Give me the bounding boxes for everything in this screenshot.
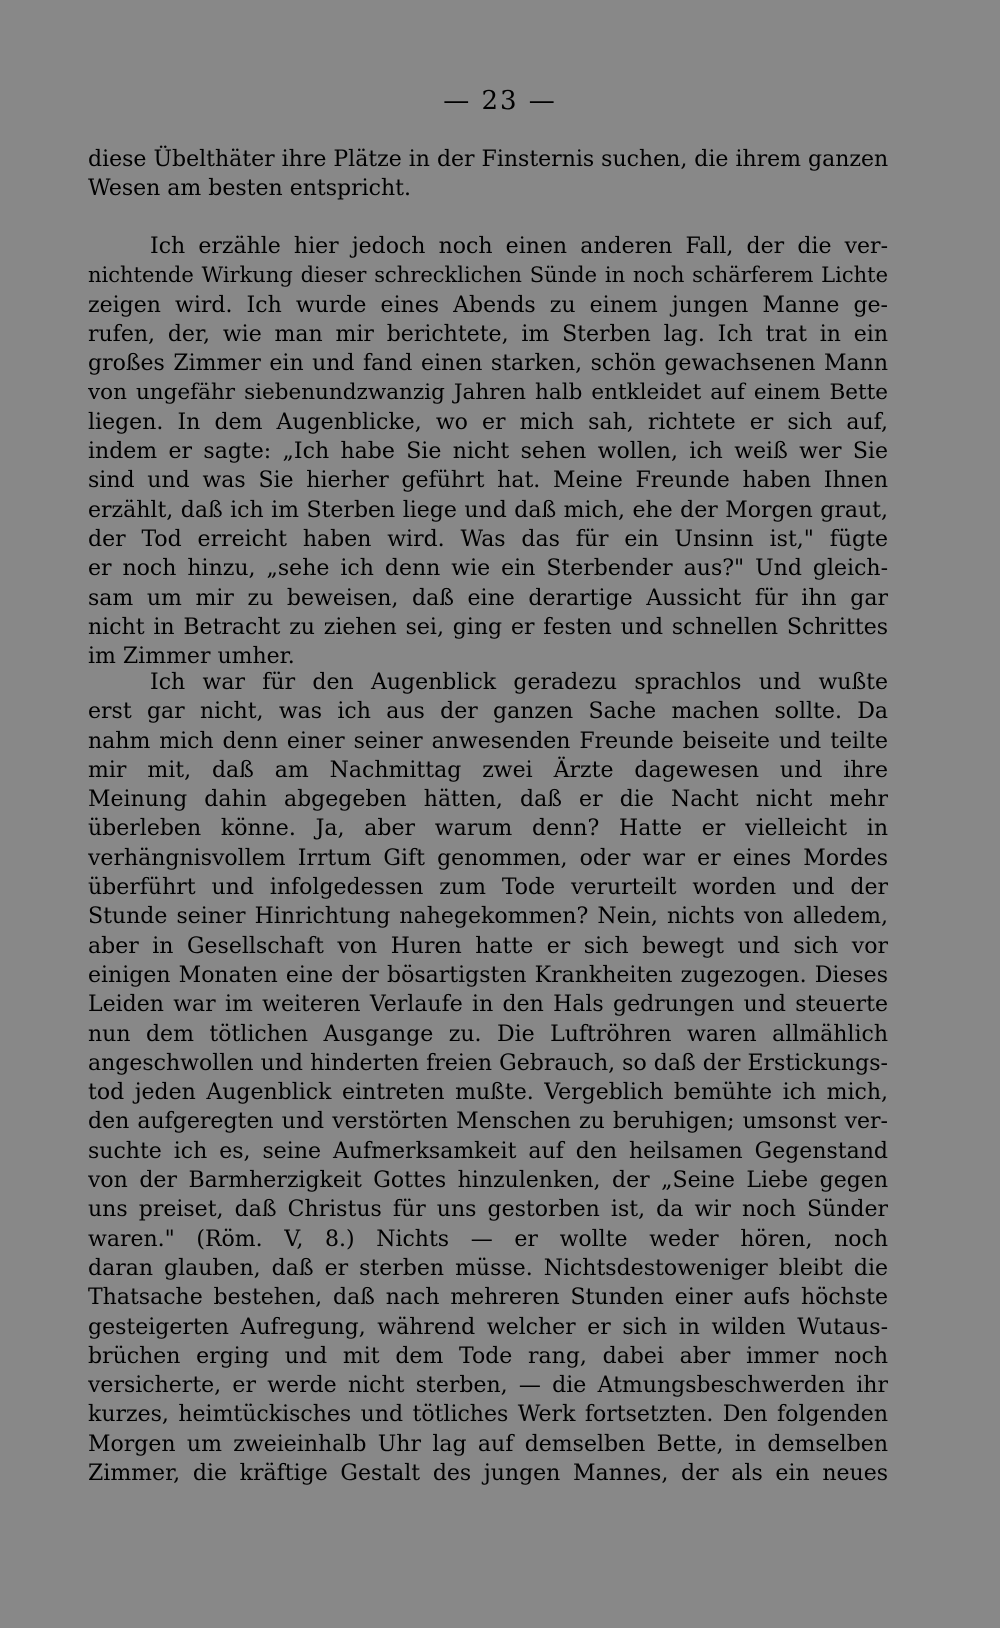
text-line: er noch hinzu, „sehe ich denn wie ein Sterbender aus?" Und gleich-	[88, 556, 888, 582]
text-line: Leiden war im weiteren Verlaufe in den Hals gedrungen und steuerte	[88, 992, 888, 1018]
text-line: versicherte, er werde nicht sterben, — die Atmungsbeschwerden ihr	[88, 1373, 888, 1399]
paragraph-2	[88, 232, 888, 671]
text-line: suchte ich es, seine Aufmerksamkeit auf den heilsamen Gegenstand	[88, 1138, 888, 1164]
text-line: angeschwollen und hinderten freien Gebrauch, so daß der Erstickungs-	[88, 1050, 888, 1076]
text-line: überführt und infolgedessen zum Tode verurteilt worden und der	[88, 875, 888, 901]
text-line: Thatsache bestehen, daß nach mehreren Stunden einer aufs höchste	[88, 1285, 888, 1311]
text-line: erzählt, daß ich im Sterben liege und daß mich, ehe der Morgen graut,	[88, 497, 888, 523]
text-line: aber in Gesellschaft von Huren hatte er sich bewegt und sich vor	[88, 933, 888, 959]
text-line: sind und was Sie hierher geführt hat. Meine Freunde haben Ihnen	[88, 468, 888, 494]
text-line: einigen Monaten eine der bösartigsten Krankheiten zugezogen. Dieses	[88, 962, 888, 988]
text-line: Ich war für den Augenblick geradezu sprachlos und wußte	[150, 670, 888, 695]
text-line: nichtende Wirkung dieser schrecklichen Sünde in noch schärferem Lichte	[88, 263, 888, 288]
paragraph-1	[88, 145, 888, 204]
text-line: nicht in Betracht zu ziehen sei, ging er festen und schnellen Schrittes	[88, 614, 888, 640]
text-line: Wesen am besten entspricht.	[88, 176, 411, 202]
paragraph-3	[88, 668, 888, 1488]
text-line: uns preiset, daß Christus für uns gestorben ist, da wir noch Sünder	[88, 1197, 888, 1223]
text-line: nahm mich denn einer seiner anwesenden Freunde beiseite und teilte	[88, 728, 888, 754]
text-line: mir mit, daß am Nachmittag zwei Ärzte dagewesen und ihre	[88, 757, 888, 783]
text-line: sam um mir zu beweisen, daß eine derartige Aussicht für ihn gar	[88, 585, 888, 611]
text-line: nun dem tötlichen Ausgange zu. Die Luftröhren waren allmählich	[88, 1021, 888, 1047]
text-line: Ich erzähle hier jedoch noch einen anderen Fall, der die ver-	[150, 234, 888, 259]
text-line: waren." (Röm. V, 8.) Nichts — er wollte weder hören, noch	[88, 1226, 888, 1252]
text-line: diese Übelthäter ihre Plätze in der Finsternis suchen, die ihrem ganzen	[88, 147, 888, 172]
text-line: brüchen erging und mit dem Tode rang, dabei aber immer noch	[88, 1343, 888, 1369]
text-line: Morgen um zweieinhalb Uhr lag auf demselben Bette, in demselben	[88, 1431, 888, 1457]
text-line: den aufgeregten und verstörten Menschen zu beruhigen; umsonst ver-	[88, 1109, 888, 1135]
text-line: erst gar nicht, was ich aus der ganzen Sache machen sollte. Da	[88, 699, 888, 725]
text-line: überleben könne. Ja, aber warum denn? Hatte er vielleicht in	[88, 816, 888, 842]
text-line: indem er sagte: „Ich habe Sie nicht sehen wollen, ich weiß wer Sie	[88, 439, 888, 465]
text-line: Stunde seiner Hinrichtung nahegekommen? Nein, nichts von alledem,	[88, 904, 888, 930]
text-line: von ungefähr siebenundzwanzig Jahren halb entkleidet auf einem Bette	[88, 380, 888, 406]
text-line: tod jeden Augenblick eintreten mußte. Vergeblich bemühte ich mich,	[88, 1080, 888, 1106]
text-line: gesteigerten Aufregung, während welcher er sich in wilden Wutaus-	[88, 1314, 888, 1340]
text-line: zeigen wird. Ich wurde eines Abends zu einem jungen Manne ge-	[88, 292, 888, 318]
text-line: Meinung dahin abgegeben hätten, daß er die Nacht nicht mehr	[88, 787, 888, 813]
text-line: Zimmer, die kräftige Gestalt des jungen Mannes, der als ein neues	[88, 1461, 888, 1487]
text-line: großes Zimmer ein und fand einen starken, schön gewachsenen Mann	[88, 351, 888, 377]
page-number: — 23 —	[443, 86, 557, 116]
text-line: im Zimmer umher.	[88, 644, 295, 670]
text-line: verhängnisvollem Irrtum Gift genommen, oder war er eines Mordes	[88, 845, 888, 871]
text-line: rufen, der, wie man mir berichtete, im Sterben lag. Ich trat in ein	[88, 321, 888, 347]
text-line: von der Barmherzigkeit Gottes hinzulenken, der „Seine Liebe gegen	[88, 1168, 888, 1194]
text-line: liegen. In dem Augenblicke, wo er mich sah, richtete er sich auf,	[88, 409, 888, 435]
text-line: der Tod erreicht haben wird. Was das für ein Unsinn ist," fügte	[88, 526, 888, 552]
text-line: daran glauben, daß er sterben müsse. Nichtsdestoweniger bleibt die	[88, 1255, 888, 1281]
text-line: kurzes, heimtückisches und tötliches Werk fortsetzten. Den folgenden	[88, 1402, 888, 1428]
